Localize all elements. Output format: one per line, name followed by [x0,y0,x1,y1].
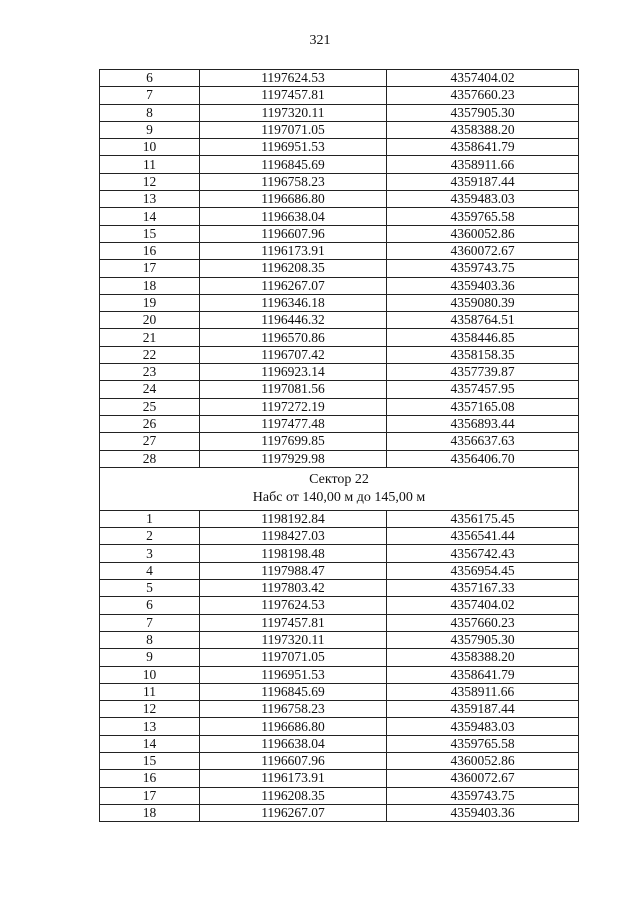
y-coordinate-cell: 4357905.30 [387,104,579,121]
point-number-cell: 10 [100,666,200,683]
y-coordinate-cell: 4357739.87 [387,364,579,381]
point-number-cell: 14 [100,208,200,225]
x-coordinate-cell: 1197457.81 [200,614,387,631]
x-coordinate-cell: 1196758.23 [200,173,387,190]
point-number-cell: 21 [100,329,200,346]
y-coordinate-cell: 4357905.30 [387,631,579,648]
x-coordinate-cell: 1197624.53 [200,597,387,614]
y-coordinate-cell: 4357404.02 [387,597,579,614]
table-row [100,450,579,467]
table-row [100,597,579,614]
table-row [100,156,579,173]
x-coordinate-cell: 1197988.47 [200,562,387,579]
y-coordinate-cell: 4356954.45 [387,562,579,579]
y-coordinate-cell: 4357165.08 [387,398,579,415]
table-row [100,701,579,718]
table-row [100,173,579,190]
point-number-cell: 16 [100,770,200,787]
point-number-cell: 8 [100,104,200,121]
point-number-cell: 28 [100,450,200,467]
y-coordinate-cell: 4359187.44 [387,173,579,190]
y-coordinate-cell: 4358641.79 [387,139,579,156]
table-row [100,191,579,208]
x-coordinate-cell: 1196346.18 [200,294,387,311]
table-row [100,631,579,648]
y-coordinate-cell: 4356893.44 [387,415,579,432]
x-coordinate-cell: 1196173.91 [200,770,387,787]
point-number-cell: 7 [100,87,200,104]
point-number-cell: 19 [100,294,200,311]
point-number-cell: 12 [100,701,200,718]
point-number-cell: 2 [100,528,200,545]
y-coordinate-cell: 4357660.23 [387,87,579,104]
point-number-cell: 25 [100,398,200,415]
y-coordinate-cell: 4357404.02 [387,70,579,87]
point-number-cell: 13 [100,191,200,208]
y-coordinate-cell: 4359765.58 [387,208,579,225]
y-coordinate-cell: 4359403.36 [387,804,579,821]
y-coordinate-cell: 4356406.70 [387,450,579,467]
point-number-cell: 20 [100,312,200,329]
x-coordinate-cell: 1196686.80 [200,718,387,735]
table-row [100,528,579,545]
table-row [100,381,579,398]
x-coordinate-cell: 1196446.32 [200,312,387,329]
point-number-cell: 23 [100,364,200,381]
x-coordinate-cell: 1197071.05 [200,121,387,138]
point-number-cell: 1 [100,510,200,527]
y-coordinate-cell: 4357167.33 [387,580,579,597]
x-coordinate-cell: 1196638.04 [200,208,387,225]
table-row [100,735,579,752]
table-row [100,139,579,156]
point-number-cell: 5 [100,580,200,597]
table-row [100,260,579,277]
x-coordinate-cell: 1196951.53 [200,666,387,683]
x-coordinate-cell: 1196607.96 [200,225,387,242]
table-row [100,666,579,683]
point-number-cell: 6 [100,70,200,87]
table-body-bottom [100,510,579,821]
table-row [100,121,579,138]
x-coordinate-cell: 1196845.69 [200,683,387,700]
point-number-cell: 13 [100,718,200,735]
x-coordinate-cell: 1197320.11 [200,104,387,121]
point-number-cell: 8 [100,631,200,648]
y-coordinate-cell: 4357660.23 [387,614,579,631]
x-coordinate-cell: 1197624.53 [200,70,387,87]
x-coordinate-cell: 1197457.81 [200,87,387,104]
x-coordinate-cell: 1196707.42 [200,346,387,363]
point-number-cell: 17 [100,787,200,804]
x-coordinate-cell: 1198198.48 [200,545,387,562]
point-number-cell: 4 [100,562,200,579]
table-row [100,649,579,666]
y-coordinate-cell: 4358764.51 [387,312,579,329]
x-coordinate-cell: 1197699.85 [200,433,387,450]
x-coordinate-cell: 1196638.04 [200,735,387,752]
coordinates-table [99,69,579,822]
x-coordinate-cell: 1196607.96 [200,752,387,769]
point-number-cell: 27 [100,433,200,450]
y-coordinate-cell: 4359743.75 [387,787,579,804]
point-number-cell: 12 [100,173,200,190]
y-coordinate-cell: 4356541.44 [387,528,579,545]
y-coordinate-cell: 4356742.43 [387,545,579,562]
x-coordinate-cell: 1196923.14 [200,364,387,381]
sector-subtitle: Набс от 140,00 м до 145,00 м [252,489,426,505]
table-row [100,433,579,450]
point-number-cell: 26 [100,415,200,432]
sector-title: Сектор 22 [309,471,369,487]
y-coordinate-cell: 4358446.85 [387,329,579,346]
x-coordinate-cell: 1196208.35 [200,787,387,804]
y-coordinate-cell: 4359403.36 [387,277,579,294]
table-body-top [100,70,579,468]
y-coordinate-cell: 4358641.79 [387,666,579,683]
x-coordinate-cell: 1196686.80 [200,191,387,208]
table-row [100,87,579,104]
point-number-cell: 16 [100,242,200,259]
table-row [100,346,579,363]
point-number-cell: 9 [100,649,200,666]
point-number-cell: 10 [100,139,200,156]
x-coordinate-cell: 1196845.69 [200,156,387,173]
table-row [100,718,579,735]
y-coordinate-cell: 4358388.20 [387,121,579,138]
y-coordinate-cell: 4359483.03 [387,718,579,735]
table-row [100,545,579,562]
y-coordinate-cell: 4360072.67 [387,770,579,787]
x-coordinate-cell: 1198192.84 [200,510,387,527]
x-coordinate-cell: 1197071.05 [200,649,387,666]
x-coordinate-cell: 1196951.53 [200,139,387,156]
sector-header-group [100,467,579,510]
x-coordinate-cell: 1197477.48 [200,415,387,432]
x-coordinate-cell: 1197081.56 [200,381,387,398]
table-row [100,562,579,579]
sector-header-row [100,467,579,510]
point-number-cell: 6 [100,597,200,614]
table-row [100,580,579,597]
point-number-cell: 24 [100,381,200,398]
point-number-cell: 9 [100,121,200,138]
table-row [100,614,579,631]
x-coordinate-cell: 1196208.35 [200,260,387,277]
x-coordinate-cell: 1197929.98 [200,450,387,467]
point-number-cell: 18 [100,804,200,821]
x-coordinate-cell: 1198427.03 [200,528,387,545]
x-coordinate-cell: 1196570.86 [200,329,387,346]
y-coordinate-cell: 4360052.86 [387,225,579,242]
y-coordinate-cell: 4357457.95 [387,381,579,398]
point-number-cell: 3 [100,545,200,562]
x-coordinate-cell: 1197803.42 [200,580,387,597]
y-coordinate-cell: 4358388.20 [387,649,579,666]
table-row [100,752,579,769]
x-coordinate-cell: 1196758.23 [200,701,387,718]
point-number-cell: 14 [100,735,200,752]
table-row [100,804,579,821]
y-coordinate-cell: 4358911.66 [387,156,579,173]
table-row [100,208,579,225]
table-row [100,329,579,346]
point-number-cell: 22 [100,346,200,363]
point-number-cell: 15 [100,752,200,769]
x-coordinate-cell: 1197272.19 [200,398,387,415]
table-row [100,415,579,432]
y-coordinate-cell: 4359187.44 [387,701,579,718]
y-coordinate-cell: 4356175.45 [387,510,579,527]
table-row [100,770,579,787]
x-coordinate-cell: 1196267.07 [200,277,387,294]
y-coordinate-cell: 4359080.39 [387,294,579,311]
y-coordinate-cell: 4359765.58 [387,735,579,752]
table-row [100,312,579,329]
x-coordinate-cell: 1197320.11 [200,631,387,648]
table-row [100,225,579,242]
table-row [100,277,579,294]
table-row [100,104,579,121]
point-number-cell: 15 [100,225,200,242]
y-coordinate-cell: 4359483.03 [387,191,579,208]
y-coordinate-cell: 4359743.75 [387,260,579,277]
y-coordinate-cell: 4360072.67 [387,242,579,259]
table-row [100,242,579,259]
point-number-cell: 11 [100,156,200,173]
point-number-cell: 11 [100,683,200,700]
table-row [100,294,579,311]
sector-header-cell [100,467,579,510]
table-row [100,683,579,700]
table-row [100,510,579,527]
point-number-cell: 17 [100,260,200,277]
y-coordinate-cell: 4360052.86 [387,752,579,769]
page-number: 321 [309,33,331,48]
table-row [100,70,579,87]
point-number-cell: 7 [100,614,200,631]
table-row [100,787,579,804]
x-coordinate-cell: 1196267.07 [200,804,387,821]
y-coordinate-cell: 4356637.63 [387,433,579,450]
x-coordinate-cell: 1196173.91 [200,242,387,259]
y-coordinate-cell: 4358911.66 [387,683,579,700]
table-row [100,398,579,415]
y-coordinate-cell: 4358158.35 [387,346,579,363]
table-row [100,364,579,381]
point-number-cell: 18 [100,277,200,294]
